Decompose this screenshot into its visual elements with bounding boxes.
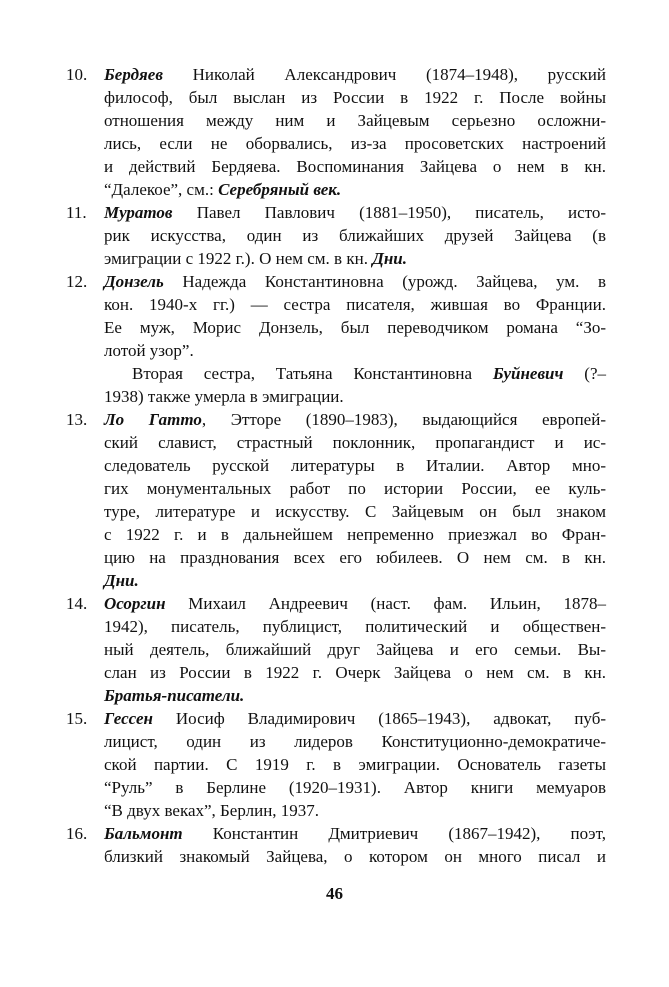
text-line [104,316,606,339]
text-run: Михаил Андреевич (наст. фам. Ильин, 1878– [165,594,606,613]
text-line [104,707,606,730]
endnote-number: 13. [66,410,88,429]
text-line [104,661,606,684]
text-run: Вторая сестра, Татьяна Константиновна [132,364,493,383]
text-line [104,845,606,868]
additional-paragraph-wrap [66,362,606,408]
text-run: “Далекое”, см.: [104,180,219,199]
text-run: Иосиф Владимирович (1865–1943), адвокат, пуб- [152,709,606,728]
text-run: , Этторе (1890–1983), выдающийся европей- [201,410,606,429]
endnote-text [104,592,606,707]
text-line [104,730,606,753]
endnote-text [104,201,606,270]
text-line [104,339,606,362]
endnote-number: 15. [66,709,88,728]
endnote-number: 10. [66,65,88,84]
endnote-item [66,270,606,362]
text-run: гих монументальных работ по истории России, ее куль- [104,479,606,498]
text-run: 1938) также умерла в эмиграции. [104,387,344,406]
italic-name: Буйневич [492,364,564,383]
text-line [104,431,606,454]
text-line [104,408,606,431]
text-line [104,638,606,661]
text-line [104,224,606,247]
endnote-number: 14. [66,594,88,613]
text-line [104,63,606,86]
italic-name: Бальмонт [104,824,183,843]
text-run: следователь русской литературы в Италии. Автор мно- [104,456,606,475]
text-run: философ, был выслан из России в 1922 г. После войны [104,88,606,107]
text-run: и действий Бердяева. Воспоминания Зайцева о нем в кн. [104,157,606,176]
text-run: рик искусства, один из ближайших друзей Зайцева (в [104,226,606,245]
text-line [104,546,606,569]
endnote-item [66,201,606,270]
text-line [104,293,606,316]
text-line [104,776,606,799]
text-run: ный деятель, ближайший друг Зайцева и его семьи. Вы- [104,640,606,659]
endnote-text [104,408,606,592]
text-line [104,753,606,776]
text-run: “В двух веках”, Берлин, 1937. [104,801,320,820]
text-line [104,155,606,178]
text-line [104,477,606,500]
italic-name: Донзель [104,272,164,291]
endnote-text [104,822,606,868]
text-line [104,615,606,638]
italic-name: Бердяев [104,65,163,84]
endnote-number: 16. [66,824,88,843]
text-run: 1942), писатель, публицист, политический и обществен- [104,617,606,636]
italic-name: Гессен [104,709,153,728]
text-line [104,523,606,546]
endnote-text [104,270,606,362]
text-run: цию на празднования всех его юбилеев. О нем см. в кн. [104,548,606,567]
text-line [104,86,606,109]
page-number: 46 [326,884,343,903]
text-run: лицист, один из лидеров Конституционно-демократиче- [104,732,606,751]
italic-name: Ло Гатто [104,410,202,429]
text-line [104,385,606,408]
italic-name: Осоргин [104,594,166,613]
text-run: ской партии. С 1919 г. в эмиграции. Основатель газеты [104,755,606,774]
text-run: Николай Александрович (1874–1948), русский [162,65,606,84]
text-line [104,270,606,293]
endnote-text [104,707,606,822]
text-run: с 1922 г. и в дальнейшем непременно приезжал во Фран- [104,525,606,544]
text-line [104,592,606,615]
text-run: (?– [563,364,606,383]
text-line [104,362,606,385]
endnote-item [66,408,606,592]
text-line [104,109,606,132]
text-line [104,500,606,523]
italic-name: Братья-писатели. [104,686,245,705]
text-run: лись, если не оборвались, из-за просоветских настроений [104,134,606,153]
text-run: Надежда Константиновна (урожд. Зайцева, ум. в [163,272,606,291]
endnote-item [66,822,606,868]
text-run: эмиграции с 1922 г.). О нем см. в кн. [104,249,373,268]
text-run: близкий знакомый Зайцева, о котором он много писал и [104,847,606,866]
endnote-number: 11. [66,203,87,222]
italic-name: Серебряный век. [218,180,342,199]
additional-paragraph [104,362,606,408]
endnote-text [104,63,606,201]
endnotes-list [66,63,606,868]
text-line [104,247,606,270]
text-line [104,132,606,155]
text-run: слан из России в 1922 г. Очерк Зайцева о нем см. в кн. [104,663,606,682]
italic-name: Дни. [104,571,139,590]
italic-name: Муратов [104,203,173,222]
text-line [104,178,606,201]
text-line [104,201,606,224]
endnote-item [66,63,606,201]
text-line [104,799,606,822]
text-run: лотой узор”. [104,341,194,360]
text-line [104,454,606,477]
text-run: ский славист, страстный поклонник, пропагандист и ис- [104,433,606,452]
text-run: туре, литературе и искусству. С Зайцевым он был знаком [104,502,606,521]
text-line [104,822,606,845]
text-run: кон. 1940-х гг.) — сестра писателя, жившая во Франции. [104,295,606,314]
text-line [104,684,606,707]
text-run: Ее муж, Морис Донзель, был переводчиком романа “Зо- [104,318,606,337]
endnote-item [66,707,606,822]
endnote-number: 12. [66,272,88,291]
text-run: “Руль” в Берлине (1920–1931). Автор книги мемуаров [104,778,606,797]
text-run: отношения между ним и Зайцевым серьезно осложни- [104,111,606,130]
italic-name: Дни. [372,249,407,268]
text-run: Павел Павлович (1881–1950), писатель, исто- [172,203,606,222]
text-line [104,569,606,592]
endnote-item [66,592,606,707]
text-run: Константин Дмитриевич (1867–1942), поэт, [182,824,606,843]
